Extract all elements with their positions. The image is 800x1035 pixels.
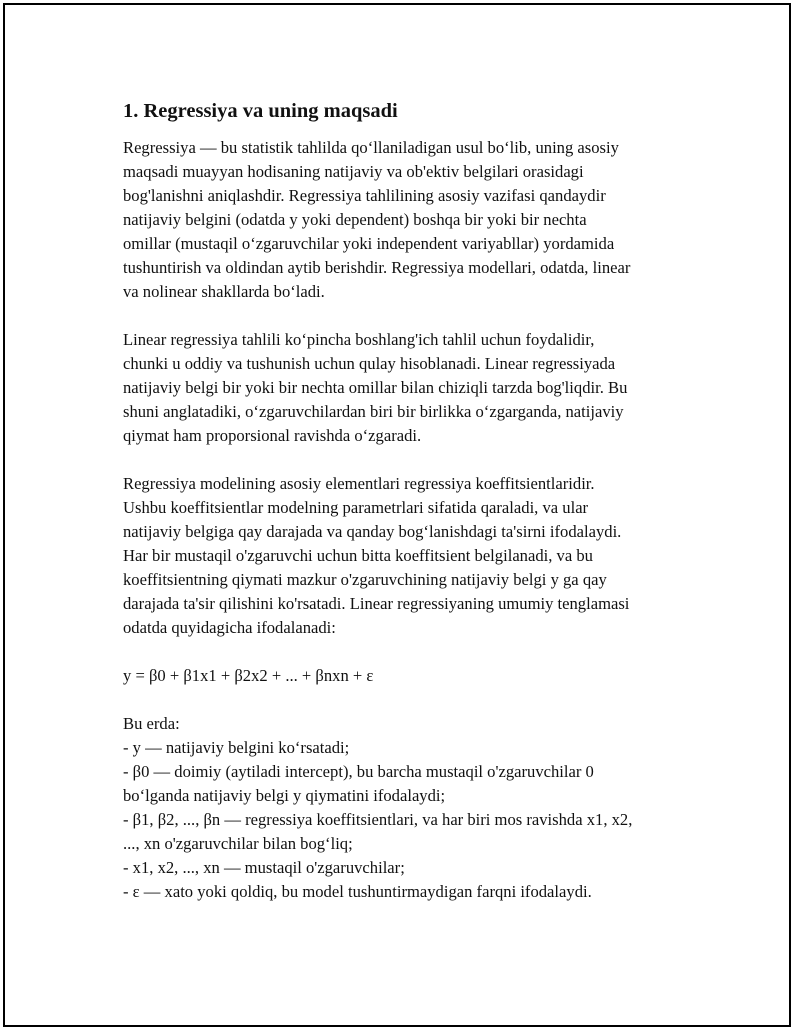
definitions-list (123, 712, 703, 904)
text-line: qiymat ham proporsional ravishda o‘zgaradi. (123, 426, 422, 445)
text-line: koeffitsientning qiymati mazkur o'zgaruvchining natijaviy belgi y ga qay (123, 570, 607, 589)
text-line: bog'lanishni aniqlashdir. Regressiya tahlilining asosiy vazifasi qandaydir (123, 186, 606, 205)
section-heading: 1. Regressiya va uning maqsadi (123, 100, 398, 122)
paragraph-1 (123, 136, 703, 304)
list-item: ..., xn o'zgaruvchilar bilan bog‘liq; (123, 834, 353, 853)
text-line: natijaviy belgiga qay darajada va qanday bog‘lanishdagi ta'sirni ifodalaydi. (123, 522, 622, 541)
text-line: natijaviy belgini (odatda y yoki dependent) boshqa bir yoki bir nechta (123, 210, 587, 229)
text-line: shuni anglatadiki, o‘zgaruvchilardan biri bir birlikka o‘zgarganda, natijaviy (123, 402, 624, 421)
paragraph-2 (123, 328, 703, 448)
text-line: tushuntirish va oldindan aytib berishdir. Regressiya modellari, odatda, linear (123, 258, 631, 277)
text-line: Linear regressiya tahlili ko‘pincha boshlang'ich tahlil uchun foydalidir, (123, 330, 595, 349)
text-line: natijaviy belgi bir yoki bir nechta omillar bilan chiziqli tarzda bog'liqdir. Bu (123, 378, 628, 397)
text-line: Regressiya modelining asosiy elementlari regressiya koeffitsientlaridir. (123, 474, 595, 493)
list-item: - y — natijaviy belgini ko‘rsatadi; (123, 738, 350, 757)
text-line: Regressiya — bu statistik tahlilda qo‘llaniladigan usul bo‘lib, uning asosiy (123, 138, 619, 157)
list-item: - ε — xato yoki qoldiq, bu model tushuntirmaydigan farqni ifodalaydi. (123, 882, 592, 901)
text-line: darajada ta'sir qilishini ko'rsatadi. Linear regressiyaning umumiy tenglamasi (123, 594, 630, 613)
text-line: maqsadi muayyan hodisaning natijaviy va ob'ektiv belgilari orasidagi (123, 162, 584, 181)
list-item: - β1, β2, ..., βn — regressiya koeffitsientlari, va har biri mos ravishda x1, x2, (123, 810, 633, 829)
document-content (123, 97, 703, 904)
list-item: - x1, x2, ..., xn — mustaqil o'zgaruvchilar; (123, 858, 405, 877)
page-frame (3, 3, 791, 1027)
list-item: - β0 — doimiy (aytiladi intercept), bu barcha mustaqil o'zgaruvchilar 0 (123, 762, 594, 781)
text-line: Har bir mustaqil o'zgaruvchi uchun bitta koeffitsient belgilanadi, va bu (123, 546, 593, 565)
list-item: Bu erda: (123, 714, 180, 733)
text-line: va nolinear shakllarda bo‘ladi. (123, 282, 325, 301)
paragraph-3 (123, 472, 703, 640)
text-line: Ushbu koeffitsientlar modelning parametrlari sifatida qaraladi, va ular (123, 498, 589, 517)
text-line: omillar (mustaqil o‘zgaruvchilar yoki independent variyabllar) yordamida (123, 234, 615, 253)
list-item: bo‘lganda natijaviy belgi y qiymatini ifodalaydi; (123, 786, 446, 805)
regression-formula: y = β0 + β1x1 + β2x2 + ... + βnxn + ε (123, 666, 374, 685)
text-line: chunki u oddiy va tushunish uchun qulay hisoblanadi. Linear regressiyada (123, 354, 616, 373)
text-line: odatda quyidagicha ifodalanadi: (123, 618, 336, 637)
